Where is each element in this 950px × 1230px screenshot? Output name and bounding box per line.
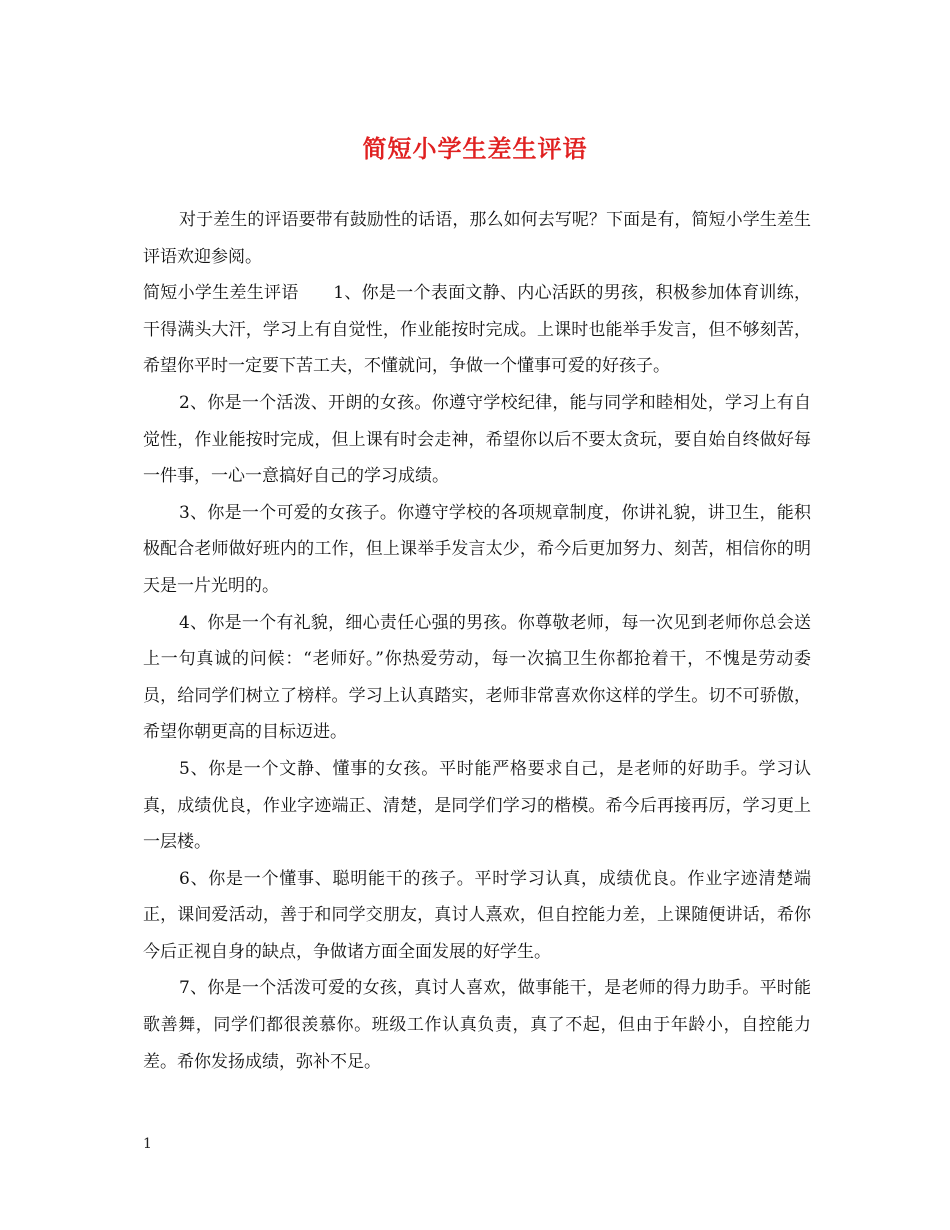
comment-paragraph-3: 3、你是一个可爱的女孩子。你遵守学校的各项规章制度，你讲礼貌，讲卫生，能积极配合老师做好班内的工作，但上课举手发言太少，希今后更加努力、刻苦，相信你的明天是一片光明的。 [143,502,811,596]
document-title: 简短小学生差生评语 [362,134,588,163]
comment-paragraph-6: 6、你是一个懂事、聪明能干的孩子。平时学习认真，成绩优良。作业字迹清楚端正，课间爱活动，善于和同学交朋友，真讨人熹欢，但自控能力差，上课随便讲话，希你今后正视自身的缺点，争做诸方面全面发展的好学生。 [143,868,811,962]
page-number: 1 [143,1136,152,1152]
comment-paragraph-2: 2、你是一个活泼、开朗的女孩。你遵守学校纪律，能与同学和睦相处，学习上有自觉性，作业能按时完成，但上课有时会走神，希望你以后不要太贪玩，要自始自终做好每一件事，一心一意搞好自己的学习成绩。 [143,392,811,487]
intro-paragraph: 对于差生的评语要带有鼓励性的话语，那么如何去写呢？下面是有，简短小学生差生评语欢迎参阅。 [143,210,811,267]
comment-paragraph-1: 简短小学生差生评语 1、你是一个表面文静、内心活跃的男孩，积极参加体育训练，干得满头大汗，学习上有自觉性，作业能按时完成。上课时也能举手发言，但不够刻苦，希望你平时一定要下苦工夫，不懂就问，争做一个懂事可爱的好孩子。 [143,283,811,377]
comment-paragraph-5: 5、你是一个文静、懂事的女孩。平时能严格要求自己，是老师的好助手。学习认真，成绩优良，作业字迹端正、清楚，是同学们学习的楷模。希今后再接再厉，学习更上一层楼。 [143,758,811,853]
comment-paragraph-7: 7、你是一个活泼可爱的女孩，真讨人喜欢，做事能干，是老师的得力助手。平时能歌善舞，同学们都很羡慕你。班级工作认真负责，真了不起，但由于年龄小，自控能力差。希你发扬成绩，弥补不足。 [143,978,811,1072]
comment-paragraph-4: 4、你是一个有礼貌，细心责任心强的男孩。你尊敬老师，每一次见到老师你总会送上一句真诚的问候：“老师好。”你热爱劳动，每一次搞卫生你都抢着干，不愧是劳动委员，给同学们树立了榜样。学习上认真踏实，老师非常喜欢你这样的学生。切不可骄傲，希望你朝更高的目标迈进。 [143,612,811,743]
document-body [143,202,811,1080]
